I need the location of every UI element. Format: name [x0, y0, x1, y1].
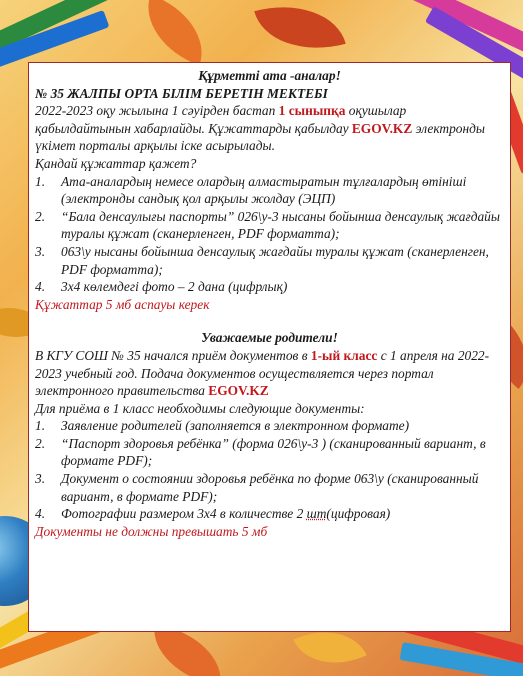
ru-intro-grade: 1-ый класс [310, 347, 378, 363]
ru-portal-name: EGOV.KZ [208, 383, 269, 399]
kz-portal-name: EGOV.KZ [351, 120, 413, 136]
list-item-number: 2. [35, 208, 46, 224]
kz-intro-part: электронды үкімет порталы арқылы іске асырылады. [35, 120, 485, 154]
section-spacer [35, 313, 504, 329]
kz-school-name: № 35 ЖАЛПЫ ОРТА БІЛІМ БЕРЕТІН МЕКТЕБІ [35, 85, 328, 101]
kz-question: Қандай құжаттар қажет? [35, 155, 197, 171]
list-item [35, 243, 504, 278]
list-item [35, 208, 504, 243]
ru-size-note: Документы не должны превышать 5 мб [35, 523, 268, 539]
announcement-card [28, 62, 511, 632]
kz-intro-grade: 1 сыныпқа [278, 103, 346, 119]
ru-greeting: Уважаемые родители! [201, 330, 338, 346]
leaf-decoration [254, 0, 346, 64]
list-item-text-part: (цифровая) [326, 506, 391, 522]
list-item [35, 417, 504, 435]
list-item-number: 3. [35, 471, 46, 487]
kz-intro-part: оқушылар қабылдайтынын хабарлайды. Құжаттарды қабылдау [35, 103, 407, 136]
list-item [35, 435, 504, 470]
ru-intro-part: с 1 апреля на 2022-2023 учебный год. Подача документов осуществляется через портал электронного правительства [35, 347, 490, 399]
list-item-text-part: Фотографии размером 3х4 в количестве 2 [61, 506, 307, 522]
leaf-decoration [134, 0, 217, 65]
list-item [35, 173, 504, 208]
list-item-text: Ата-аналардың немесе олардың алмастыратын тұлғалардың өтініші (электронды сандық қол арқылы жолдау (ЭЦП) [61, 173, 467, 207]
ru-document-list [35, 417, 504, 523]
list-item [35, 278, 504, 296]
list-item-number: 1. [35, 173, 46, 189]
list-item [35, 505, 504, 523]
list-item-text: “Паспорт здоровья ребёнка” (форма 026\у-3 ) (сканированный вариант, в формате PDF); [61, 435, 486, 469]
kz-greeting: Құрметті ата -аналар! [198, 68, 341, 83]
list-item-number: 4. [35, 279, 46, 295]
kz-intro [35, 102, 504, 155]
kz-intro-part: 2022-2023 оқу жылына 1 сәуірден бастап [35, 103, 279, 119]
list-item-number: 2. [35, 435, 46, 451]
ru-question: Для приёма в 1 класс необходимы следующие документы: [35, 400, 365, 416]
list-item [35, 470, 504, 505]
list-item-text-part: шт [306, 506, 327, 522]
list-item-text: 063\у нысаны бойынша денсаулық жағдайы туралы құжат (сканерленген, PDF форматта); [61, 243, 489, 277]
list-item-text [61, 505, 390, 523]
list-item-text: 3х4 көлемдегі фото – 2 дана (цифрлық) [61, 279, 288, 295]
kz-document-list [35, 173, 504, 296]
list-item-number: 3. [35, 243, 46, 259]
list-item-number: 1. [35, 418, 46, 434]
list-item-text: Документ о состоянии здоровья ребёнка по форме 063\у (сканированный вариант, в формате PDF); [61, 471, 479, 504]
ru-intro-part: В КГУ СОШ № 35 начался приём документов в [35, 347, 311, 363]
ru-intro [35, 347, 504, 400]
list-item-number: 4. [35, 506, 46, 522]
list-item-text: “Бала денсаулығы паспорты” 026\у-3 нысаны бойынша денсаулық жағдайы туралы құжат (сканерленген, PDF форматта); [61, 208, 500, 242]
kz-size-note: Құжаттар 5 мб аспауы керек [35, 296, 210, 312]
list-item-text: Заявление родителей (заполняется в электронном формате) [61, 418, 410, 434]
